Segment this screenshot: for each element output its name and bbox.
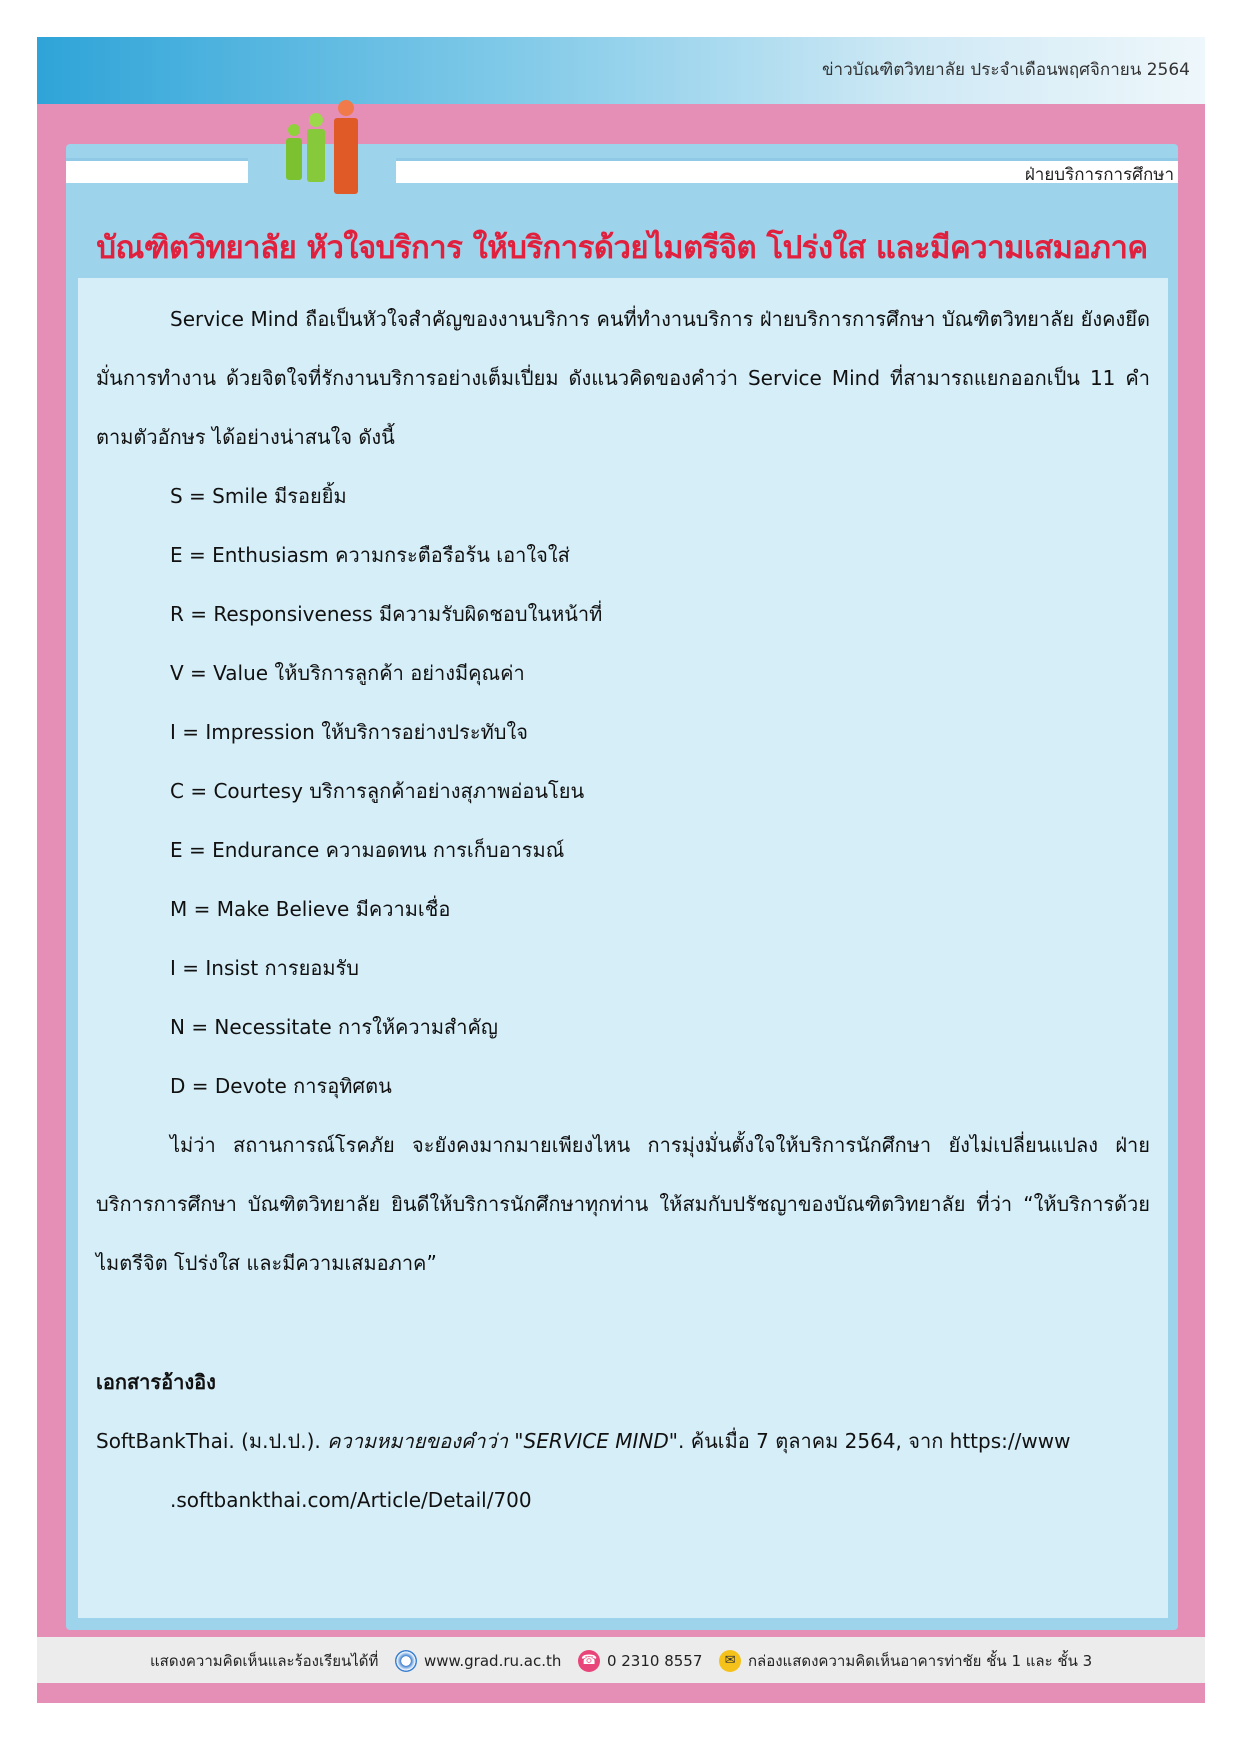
- reference-url[interactable]: .softbankthai.com/Article/Detail/700: [170, 1488, 532, 1512]
- department-label: ฝ่ายบริการการศึกษา: [1024, 165, 1174, 185]
- list-item: C = Courtesy บริการลูกค้าอย่างสุภาพอ่อนโยน: [170, 779, 585, 803]
- article-text: [96, 290, 1150, 1530]
- footer-lead: แสดงความคิดเห็นและร้องเรียนได้ที่: [150, 1652, 379, 1670]
- reference-work: ความหมายของคำว่า "SERVICE MIND": [327, 1429, 678, 1453]
- phone-icon: ☎: [578, 1650, 600, 1672]
- globe-icon: [395, 1650, 417, 1672]
- list-item: N = Necessitate การให้ความสำคัญ: [170, 1015, 498, 1039]
- list-item: I = Insist การยอมรับ: [170, 956, 359, 980]
- reference-author: SoftBankThai. (ม.ป.ป.).: [96, 1429, 328, 1453]
- footer-contact: [150, 1649, 1092, 1673]
- list-item: R = Responsiveness มีความรับผิดชอบในหน้าที่: [170, 602, 603, 626]
- closing-paragraph: ไม่ว่า สถานการณ์โรคภัย จะยังคงมากมายเพียงไหน การมุ่งมั่นตั้งใจให้บริการนักศึกษา ยังไม่เปลี่ยนแปลง ฝ่ายบริการการศึกษา บัณฑิตวิทยาลัย ยินดีให้บริการนักศึกษาทุกท่าน ให้สมกับปรัชญาของบัณฑิตวิทยาลัย ที่ว่า “ให้บริการด้วยไมตรีจิต โปร่งใส และมีความเสมอภาค”: [96, 1133, 1150, 1275]
- reference-retrieved: . ค้นเมื่อ 7 ตุลาคม 2564, จาก https://www: [678, 1429, 1071, 1453]
- reference-entry: [96, 1412, 1150, 1471]
- references-title: เอกสารอ้างอิง: [96, 1370, 216, 1394]
- list-item: D = Devote การอุทิศตน: [170, 1074, 392, 1098]
- headline: บัณฑิตวิทยาลัย หัวใจบริการ ให้บริการด้วยไมตรีจิต โปร่งใส และมีความเสมอภาค: [96, 230, 1148, 266]
- list-item: I = Impression ให้บริการอย่างประทับใจ: [170, 720, 528, 744]
- footer-phone[interactable]: 0 2310 8557: [606, 1652, 703, 1670]
- list-item: S = Smile มีรอยยิ้ม: [170, 484, 347, 508]
- intro-paragraph: Service Mind ถือเป็นหัวใจสำคัญของงานบริการ คนที่ทำงานบริการ ฝ่ายบริการการศึกษา บัณฑิตวิทยาลัย ยังคงยึดมั่นการทำงาน ด้วยจิตใจที่รักงานบริการอย่างเต็มเปี่ยม ดังแนวคิดของคำว่า Service Mind ที่สามารถแยกออกเป็น 11 คำตามตัวอักษร ได้อย่างน่าสนใจ ดังนี้: [96, 307, 1150, 449]
- footer-box: กล่องแสดงความคิดเห็นอาคารท่าชัย ชั้น 1 และ ชั้น 3: [747, 1652, 1093, 1670]
- list-item: V = Value ให้บริการลูกค้า อย่างมีคุณค่า: [170, 661, 525, 685]
- people-icon: [268, 100, 398, 196]
- mail-icon: ✉: [719, 1650, 741, 1672]
- header-strip-left: [66, 158, 248, 183]
- newsletter-title: ข่าวบัณฑิตวิทยาลัย ประจำเดือนพฤศจิกายน 2564: [821, 60, 1190, 80]
- footer-website[interactable]: www.grad.ru.ac.th: [423, 1652, 562, 1670]
- list-item: E = Enthusiasm ความกระตือรือร้น เอาใจใส่: [170, 543, 570, 567]
- list-item: M = Make Believe มีความเชื่อ: [170, 897, 451, 921]
- list-item: E = Endurance ความอดทน การเก็บอารมณ์: [170, 838, 565, 862]
